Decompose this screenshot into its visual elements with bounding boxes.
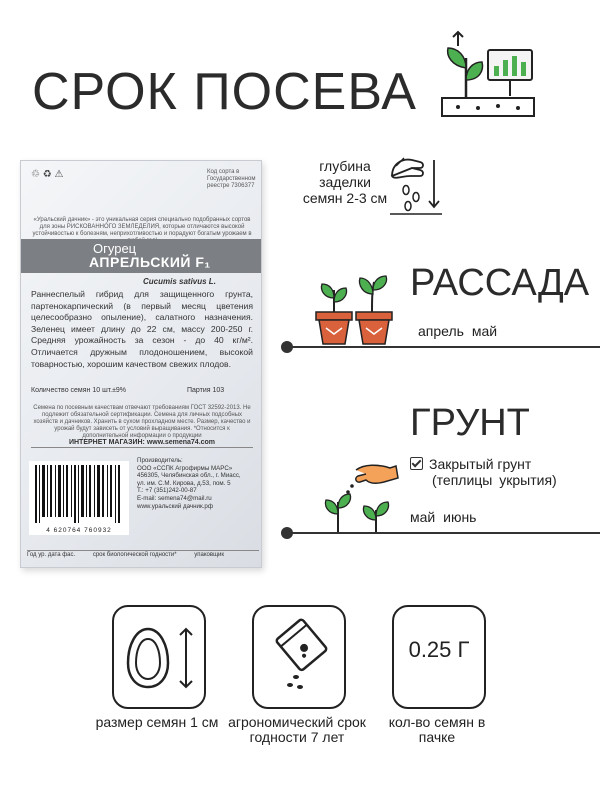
packet-description: Раннеспелый гибрид для защищенного грунта, партенокарпический (в первый месяц цветения целесообразно опыление), салатного назначения. Зеленец имеет длину до 22 см, массу 200-250 г. Средняя урожайность за сезон - до 40 кг/м². Отличается дружным плодоношением, высокой товарностью, хорошим качеством свежих плодов. <box>31 289 253 369</box>
seed-packet-icon <box>254 607 344 707</box>
packet-registry-note: Код сорта в Государственном реестре 7306377 <box>207 169 256 189</box>
packet-intro: «Уральский дачник» - это уникальная серия специально подобранных сортов для зоны РИСКОВАННОГО ЗЕМЛЕДЕЛИЯ, которые отличаются высокой устойчивостью к болезням, неприхотливостью и порадуют богатым урожаем в <box>32 217 252 237</box>
packet-footer-packer: упаковщик <box>194 552 224 558</box>
seed-size-caption: размер семян 1 см <box>95 714 219 730</box>
hand-sowing-icon <box>320 458 400 536</box>
packet-footer-shelf-life: срок биологической годности* <box>92 552 177 558</box>
grunt-note-line2: (теплицы укрытия) <box>432 472 557 488</box>
packet-batch: Партия 103 <box>187 387 225 394</box>
seed-weight-value: 0.25 Г <box>408 637 470 662</box>
grunt-timeline <box>286 532 600 534</box>
packet-recycle-icons: ♲ ♻ ⚠ <box>31 169 64 180</box>
packet-producer: Производитель: ООО «ССПК Агрофирмы МАРС» 456305, Челябинская обл., г. Миасс, ул. им. С.М. Кирова, д.53, пом. 5 Т.: +7 (351)242-00-87 E-mail: semena74@mail.ru www.уральский дачник.рф <box>137 457 241 510</box>
packet-footer-year: Год ур. дата фас. <box>27 552 76 558</box>
shelf-life-card <box>252 605 346 709</box>
page-title: СРОК ПОСЕВА <box>32 63 417 121</box>
packet-quantity: Количество семян 10 шт.±9% <box>31 387 127 394</box>
packet-variety-name: АПРЕЛЬСКИЙ F₁ <box>89 254 211 270</box>
seedling-pots-icon <box>312 272 396 348</box>
grunt-note <box>410 456 557 488</box>
packet-subtitle: Огурец <box>93 241 137 256</box>
sowing-depth-text: глубина заделки семян 2-3 см <box>302 158 388 206</box>
hand-depth-icon <box>386 150 446 220</box>
grunt-timeline-dot <box>281 527 293 539</box>
rassada-months: апрель май <box>418 323 498 339</box>
packet-shop: ИНТЕРНЕТ МАГАЗИН: www.semena74.com <box>31 439 253 448</box>
seed-weight-card <box>392 605 486 709</box>
seed-size-icon <box>114 607 204 707</box>
rassada-timeline-dot <box>281 341 293 353</box>
checkbox-icon <box>410 457 423 470</box>
barcode-number: 4 620764 760932 <box>46 527 112 534</box>
seed-weight-caption: кол-во семян в пачке <box>388 714 486 745</box>
grunt-months: май июнь <box>410 509 477 525</box>
seed-packet-photo <box>20 160 262 568</box>
packet-latin-name: Cucumis sativus L. <box>143 277 216 286</box>
barcode <box>29 461 129 535</box>
shelf-life-caption: агрономический срок годности 7 лет <box>228 714 366 745</box>
seedling-chart-icon <box>438 28 538 120</box>
packet-footer <box>27 550 259 558</box>
packet-gost-note: Семена по посевным качествам отвечают требованиям ГОСТ 32592-2013. Не подлежит обязательной сертификации. Семена для личных подсобных хозяйств и дачников. Хранить в сухом прохладном месте. Размер, качество и урожай будут зависеть от условий выращивания. *Относится к дополнительной информации о продукции <box>33 405 251 439</box>
rassada-title: РАССАДА <box>410 262 590 304</box>
grunt-note-line1: Закрытый грунт <box>429 456 532 472</box>
rassada-timeline <box>286 346 600 348</box>
grunt-title: ГРУНТ <box>410 402 530 444</box>
seed-size-card <box>112 605 206 709</box>
